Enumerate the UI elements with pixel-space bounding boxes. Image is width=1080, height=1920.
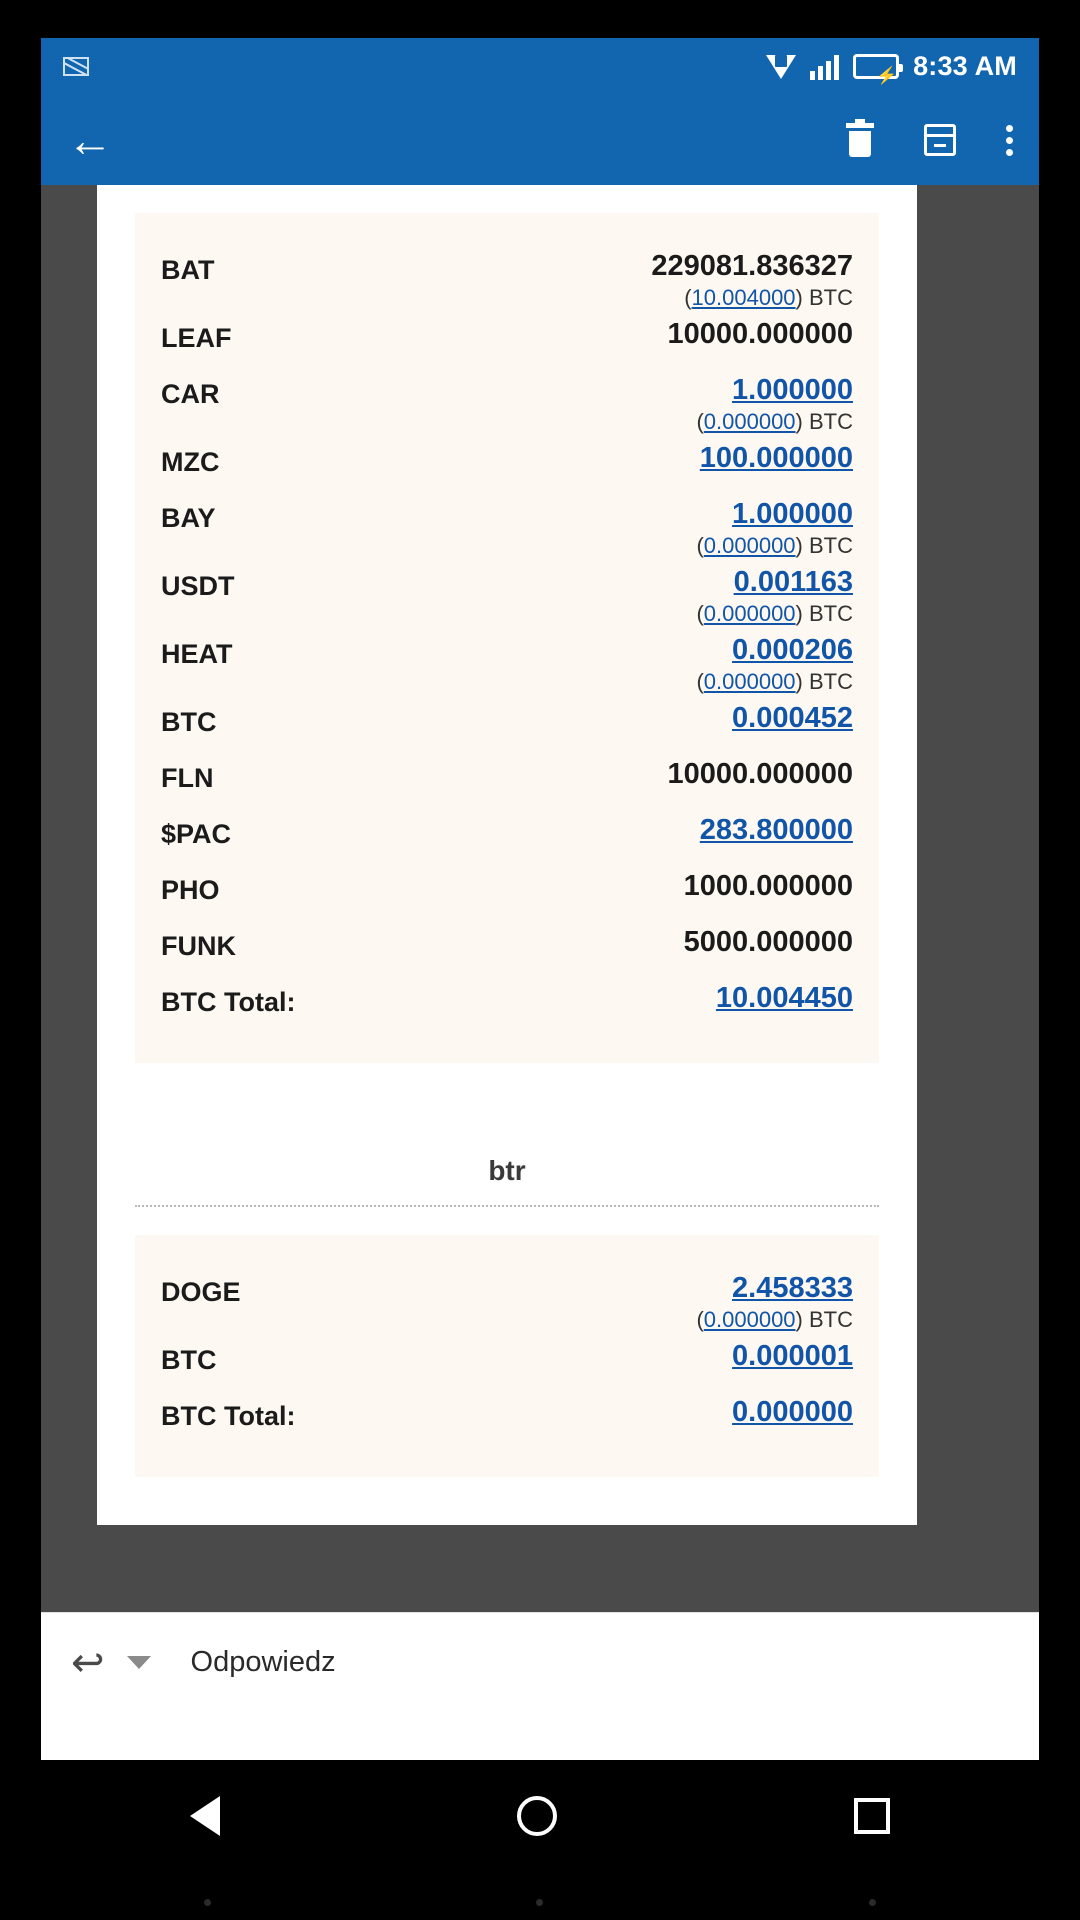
status-bar-left	[63, 57, 89, 76]
balance-amount[interactable]: 2.458333	[732, 1272, 853, 1304]
section-title: btr	[488, 1155, 526, 1186]
app-bar-actions	[846, 123, 1013, 157]
balance-row	[161, 249, 853, 317]
balance-btc-value[interactable]: 0.000000	[703, 1307, 796, 1332]
balance-row	[161, 565, 853, 633]
balance-amount[interactable]: 0.000000	[732, 1396, 853, 1428]
balance-amount[interactable]: 0.000001	[732, 1340, 853, 1372]
balance-amount[interactable]: 1.000000	[732, 374, 853, 406]
balance-btc-value[interactable]: 0.000000	[703, 601, 796, 626]
balance-btc-value[interactable]: 10.004000	[691, 285, 796, 310]
more-vertical-icon[interactable]	[1006, 125, 1013, 156]
balance-row	[161, 373, 853, 441]
balance-ticker: LEAF	[161, 323, 232, 353]
reply-label[interactable]: Odpowiedz	[190, 1646, 336, 1678]
balance-values	[668, 757, 853, 791]
balance-btc-value[interactable]: 0.000000	[703, 533, 796, 558]
balance-row	[161, 1395, 853, 1451]
balance-ticker: $PAC	[161, 819, 232, 849]
balance-values	[684, 925, 853, 959]
balance-values	[684, 869, 853, 903]
balance-btc-equivalent: (0.000000) BTC	[696, 1307, 853, 1332]
balance-row	[161, 1271, 853, 1339]
balance-ticker: HEAT	[161, 639, 233, 669]
balance-values	[696, 633, 853, 697]
balance-row	[161, 981, 853, 1037]
balance-ticker: CAR	[161, 379, 220, 409]
balance-row	[161, 813, 853, 869]
balance-amount: 229081.836327	[651, 250, 853, 282]
reply-bar[interactable]	[41, 1612, 1039, 1712]
balance-ticker: USDT	[161, 571, 235, 601]
balance-ticker: BTC	[161, 1345, 217, 1375]
balance-ticker: BTC	[161, 707, 217, 737]
reply-arrow-icon[interactable]: ↩	[71, 1640, 105, 1685]
battery-charging-icon: ⚡	[853, 54, 899, 79]
balance-btc-label: BTC	[809, 601, 853, 626]
sim-card-icon	[63, 57, 89, 76]
balance-amount: 10000.000000	[667, 318, 853, 350]
balance-values	[696, 565, 853, 629]
balance-values	[696, 373, 853, 437]
balance-values	[732, 1395, 853, 1429]
balance-btc-label: BTC	[809, 1307, 853, 1332]
balance-btc-equivalent: (0.000000) BTC	[696, 533, 853, 558]
balance-row	[161, 757, 853, 813]
balance-row	[161, 925, 853, 981]
balance-values	[732, 1339, 853, 1373]
balance-btc-equivalent: (10.004000) BTC	[684, 285, 853, 310]
section-balances-card	[135, 1235, 879, 1477]
balance-row	[161, 701, 853, 757]
balance-amount[interactable]: 1.000000	[732, 498, 853, 530]
balance-btc-label: BTC	[809, 533, 853, 558]
status-bar	[41, 38, 1039, 95]
android-nav-bar	[41, 1760, 1039, 1872]
balance-ticker: BAT	[161, 255, 215, 285]
phone-screen	[41, 38, 1039, 1780]
balance-row	[161, 317, 853, 373]
section-divider	[135, 1205, 879, 1207]
email-body-scroll[interactable]	[41, 185, 1039, 1612]
balance-amount: 10000.000000	[667, 758, 853, 790]
balance-amount: 5000.000000	[683, 926, 853, 958]
balances-card	[135, 213, 879, 1063]
trash-icon[interactable]	[846, 123, 874, 157]
status-bar-right	[766, 51, 1017, 85]
balance-values	[700, 441, 853, 475]
balance-row	[161, 869, 853, 925]
balance-amount[interactable]: 0.000206	[732, 634, 853, 666]
balance-btc-value[interactable]: 0.000000	[703, 669, 796, 694]
balance-row	[161, 441, 853, 497]
balance-values	[668, 317, 853, 351]
email-content	[97, 185, 917, 1525]
balance-values	[716, 981, 853, 1015]
balance-btc-label: BTC	[809, 409, 853, 434]
back-arrow-icon[interactable]: ←	[67, 114, 113, 166]
balance-amount[interactable]: 0.000452	[732, 702, 853, 734]
balance-ticker: BAY	[161, 503, 216, 533]
archive-icon[interactable]	[924, 124, 956, 156]
balance-amount[interactable]: 10.004450	[715, 982, 853, 1014]
balance-btc-equivalent: (0.000000) BTC	[696, 601, 853, 626]
balance-row	[161, 1339, 853, 1395]
balance-btc-equivalent: (0.000000) BTC	[696, 669, 853, 694]
balance-ticker: BTC Total:	[161, 987, 296, 1017]
balance-ticker: BTC Total:	[161, 1401, 296, 1431]
balance-amount[interactable]: 100.000000	[699, 442, 853, 474]
balance-btc-value[interactable]: 0.000000	[703, 409, 796, 434]
status-bar-clock: 8:33 AM	[913, 51, 1017, 81]
balance-amount: 1000.000000	[683, 870, 853, 902]
balance-row	[161, 497, 853, 565]
cellular-signal-icon	[810, 54, 839, 80]
chevron-down-icon[interactable]	[127, 1656, 151, 1669]
balance-values	[732, 701, 853, 735]
wifi-icon	[766, 55, 796, 79]
balance-values	[700, 813, 853, 847]
balance-ticker: DOGE	[161, 1277, 241, 1307]
balance-btc-label: BTC	[809, 285, 853, 310]
balance-amount[interactable]: 283.800000	[699, 814, 853, 846]
balance-values	[696, 497, 853, 561]
balance-btc-equivalent: (0.000000) BTC	[696, 409, 853, 434]
balance-row	[161, 633, 853, 701]
balance-amount[interactable]: 0.001163	[733, 566, 853, 598]
balance-values	[651, 249, 853, 313]
balance-btc-label: BTC	[809, 669, 853, 694]
nav-recents-icon[interactable]	[854, 1798, 890, 1834]
balance-ticker: PHO	[161, 875, 220, 905]
balance-ticker: FUNK	[161, 931, 236, 961]
app-bar	[41, 95, 1039, 185]
balance-values	[696, 1271, 853, 1335]
bezel-dots	[41, 1899, 1039, 1906]
nav-back-icon[interactable]	[190, 1796, 220, 1836]
nav-home-icon[interactable]	[517, 1796, 557, 1836]
balance-ticker: FLN	[161, 763, 214, 793]
balance-ticker: MZC	[161, 447, 220, 477]
